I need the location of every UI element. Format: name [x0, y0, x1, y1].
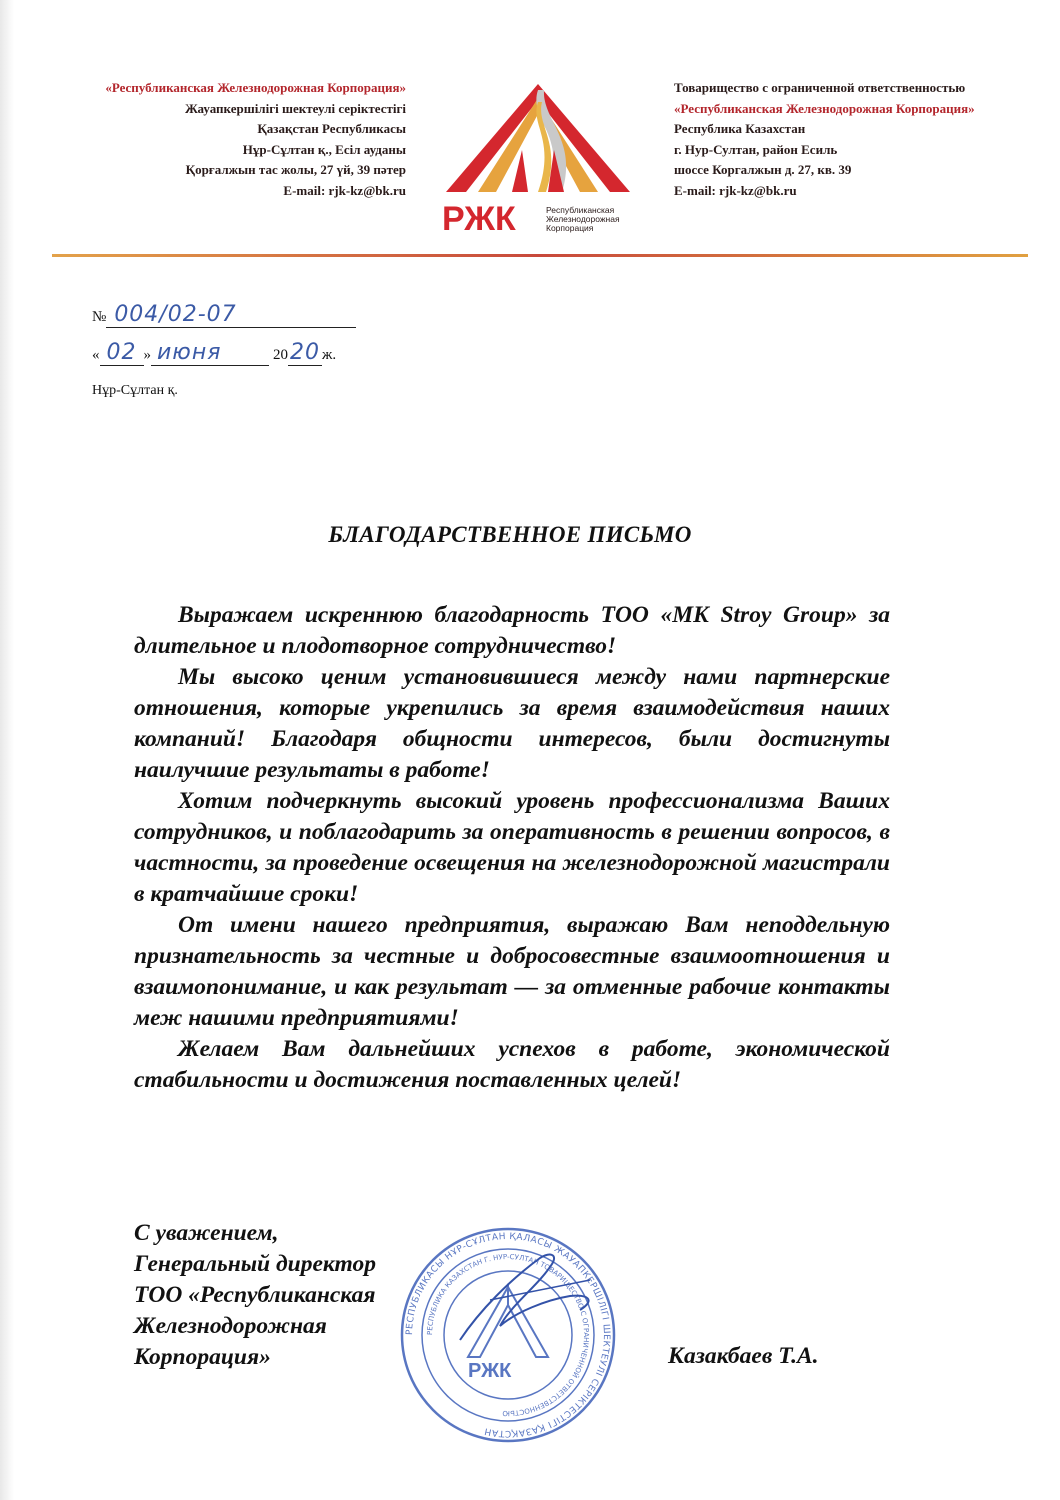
letter-title: БЛАГОДАРСТВЕННОЕ ПИСЬМО [328, 522, 692, 547]
header-right-line: E-mail: rjk-kz@bk.ru [674, 182, 797, 198]
header-right-line: шоссе Коргалжын д. 27, кв. 39 [674, 162, 852, 177]
header-left-line: Жауапкершілігі шектеулі серіктестігі [185, 100, 406, 116]
header-left-line: Қорғалжын тас жолы, 27 үй, 39 пәтер [185, 162, 406, 177]
body-paragraph: Желаем Вам дальнейших успехов в работе, экономической стабильности и достижения поставленных целей! [134, 1036, 890, 1093]
header-left-line: Қазақстан Республикасы [257, 121, 406, 136]
page-edge-shadow [0, 0, 14, 1500]
header-left-line: E-mail: rjk-kz@bk.ru [283, 182, 406, 198]
date-quote-close: » [143, 347, 151, 363]
logo-caption-line: Корпорация [546, 223, 594, 233]
year-prefix: 20 [273, 347, 288, 363]
header-left-address [30, 78, 406, 201]
signature-line: Железнодорожная [134, 1313, 327, 1339]
header-right-address [674, 78, 1050, 201]
signature-line: С уважением, [134, 1220, 279, 1246]
year-handwritten: 20 [290, 340, 320, 365]
stamp-outer-text: РЕСПУБЛИКАСЫ НҰР-СҰЛТАН ҚАЛАСЫ ЖАУАПКЕРШІЛІГІ ШЕКТЕУЛІ СЕРІКТЕСТІГІ ҚАЗАҚСТАН [404, 1231, 612, 1439]
letter-number [92, 302, 356, 328]
letter-body [134, 600, 890, 1096]
date-quote-open: « [92, 347, 100, 363]
header-divider [52, 254, 1028, 257]
date-month-field [151, 340, 269, 366]
letter-date [92, 340, 336, 366]
number-prefix: № [92, 309, 107, 325]
header-right-line: «Республиканская Железнодорожная Корпорация» [674, 100, 975, 116]
signature-line: Корпорация» [134, 1344, 271, 1370]
rjk-logo [438, 80, 638, 240]
signer-name: Казакбаев Т.А. [668, 1343, 819, 1369]
signature-line: ТОО «Республиканская [134, 1282, 376, 1308]
body-paragraph: Хотим подчеркнуть высокий уровень профессионализма Ваших сотрудников, и поблагодарить за оперативность в решении вопросов, в частности, за проведение освещения на железнодорожной магистрали в кратчайшие сроки! [134, 788, 890, 907]
number-handwritten: 004/02-07 [114, 302, 237, 327]
stamp-center-abbr: РЖК [468, 1360, 512, 1382]
date-day-handwritten: 02 [106, 340, 137, 365]
logo-abbr: РЖК [442, 200, 516, 238]
header-right-line: г. Нур-Султан, район Есиль [674, 141, 838, 157]
header-left-line: Нұр-Сұлтан қ., Есіл ауданы [242, 141, 406, 157]
year-field [288, 340, 322, 366]
logo-caption-line: Республиканская [546, 205, 615, 215]
date-day-field [100, 340, 144, 366]
header-left-line: «Республиканская Железнодорожная Корпорация» [105, 80, 406, 95]
body-paragraph: От имени нашего предприятия, выражаю Вам неподдельную признательность за честные и добросовестные взаимоотношения и взаимопонимание, и как результат — за отменные рабочие контакты меж нашими предприятиями! [134, 912, 890, 1031]
stamp-inner-text: РЕСПУБЛИКА КАЗАХСТАН Г. НУР-СУЛТАН ТОВАРИЩЕСТВО С ОГРАНИЧЕННОЙ ОТВЕТСТВЕННОСТЬЮ [425, 1252, 591, 1418]
header-right-line: Республика Казахстан [674, 121, 806, 136]
handwritten-signature [420, 1240, 620, 1360]
signature-line: Генеральный директор [134, 1251, 376, 1277]
city-line: Нұр-Сұлтан қ. [92, 383, 178, 398]
date-month-handwritten: июня [157, 340, 222, 365]
body-paragraph: Выражаем искреннюю благодарность ТОО «MK Stroy Group» за длительное и плодотворное сотрудничество! [134, 602, 890, 659]
year-tail: ж. [322, 347, 337, 363]
number-field [106, 302, 356, 328]
body-paragraph: Мы высоко ценим установившиеся между нами партнерские отношения, которые укрепились за время взаимодействия наших компаний! Благодаря общности интересов, были достигнуты наилучшие результаты в работе! [134, 664, 890, 783]
header-right-line: Товарищество с ограниченной ответственностью [674, 80, 966, 95]
logo-caption-line: Железнодорожная [546, 214, 620, 224]
